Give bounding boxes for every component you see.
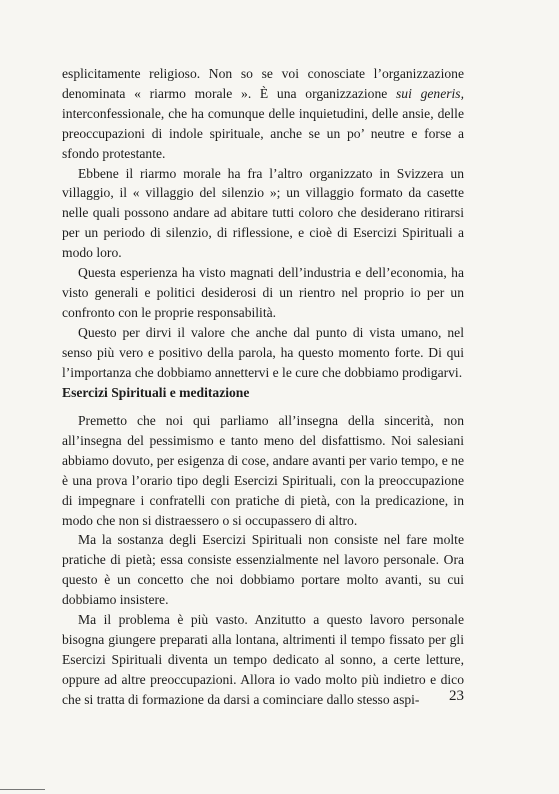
paragraph: Ma la sostanza degli Esercizi Spirituali non consiste nel fare molte pratiche di pietà; essa consiste essenzialmente nel lavoro personale. Ora questo è un concetto che noi dobbiamo portare molto avanti, su cui dobbiamo insistere. bbox=[62, 532, 464, 608]
section-heading: Esercizi Spirituali e meditazione bbox=[62, 385, 250, 400]
paragraph: Ebbene il riarmo morale ha fra l’altro organizzato in Svizzera un villaggio, il « villaggio del silenzio »; un villaggio formato da casette nelle quali possono andare ad abitare tutti coloro che desiderano ritirarsi per un periodo di silenzio, di riflessione, e cioè di Esercizi Spirituali a modo loro. bbox=[62, 165, 464, 261]
italic-phrase: sui generis, bbox=[396, 85, 464, 101]
page-number: 23 bbox=[449, 688, 464, 704]
text-block-section bbox=[62, 411, 464, 710]
paragraph: esplicitamente religioso. Non so se voi conosciate l’organizzazione denominata « riarmo morale ». È una organizzazione sui generis, interconfessionale, che ha comunque delle inquietudini, delle ansie, delle preoccupazioni di indole spirituale, anche se un po’ neutre e forse a sfondo protestante. bbox=[62, 66, 464, 161]
paragraph: Premetto che noi qui parliamo all’insegna della sincerità, non all’insegna del pessimismo e tanto meno del disfattismo. Noi salesiani abbiamo dovuto, per esigenza di cose, andare avanti per vario tempo, e ne è una prova l’orario tipo degli Esercizi Spirituali, con la preoccupazione di impegnare i confratelli con pratiche di pietà, con la predicazione, in modo che non si distraessero o si occupassero di altro. bbox=[62, 413, 464, 528]
paragraph: Questa esperienza ha visto magnati dell’industria e dell’economia, ha visto generali e politici desiderosi di un rientro nel proprio io per un confronto con le proprie responsabilità. bbox=[62, 265, 464, 320]
scan-edge-mark bbox=[0, 789, 45, 790]
paragraph: Ma il problema è più vasto. Anzitutto a questo lavoro personale bisogna giungere preparati alla lontana, altrimenti il tempo fissato per gli Esercizi Spirituali diventa un tempo dedicato al sonno, a certe letture, oppure ad altre preoccupazioni. Allora io vado molto più indietro e dico che si tratta di formazione da darsi a cominciare dallo stesso aspi- bbox=[62, 612, 464, 707]
paragraph: Questo per dirvi il valore che anche dal punto di vista umano, nel senso più vero e positivo della parola, ha questo momento forte. Di qui l’importanza che dobbiamo annettervi e le cure che dobbiamo prodigarvi. bbox=[62, 324, 464, 380]
text-block-intro bbox=[62, 64, 464, 383]
